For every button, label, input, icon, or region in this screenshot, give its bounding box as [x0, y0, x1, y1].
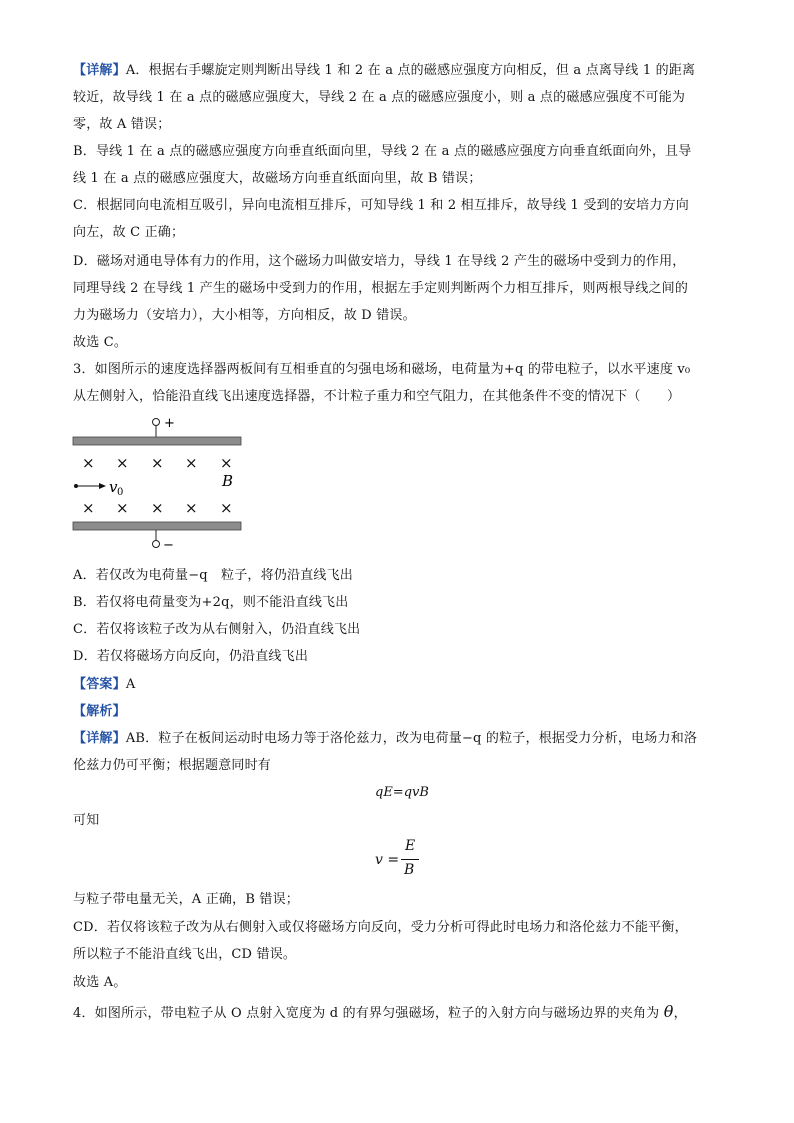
equation-denominator: B [404, 862, 415, 878]
detail-tag: 【详解】 [73, 731, 126, 746]
equation-lhs: v = [375, 852, 400, 868]
kezhi: 可知 [73, 813, 100, 828]
explain2-line-5: 线 1 在 a 点的磁感应强度大，故磁场方向垂直纸面向里，故 B 错误； [73, 171, 482, 186]
explain2-choose: 故选 C。 [73, 335, 128, 350]
q4-stem [73, 1003, 723, 1023]
q4-stem-end: ， [673, 1006, 687, 1021]
explain2-line-2: 较近，故导线 1 在 a 点的磁感应强度大，导线 2 在 a 点的磁感应强度小，则 a 点的磁感应强度不可能为 [73, 90, 686, 105]
detail-text: AB．粒子在板间运动时电场力等于洛伦兹力，改为电荷量−q 的粒子，根据受力分析，电场力和洛 [125, 731, 698, 746]
v0-subscript: 0 [117, 487, 124, 498]
analysis-line [73, 703, 723, 721]
q3-detail-1 [73, 730, 723, 748]
explain2-line-4: B．导线 1 在 a 点的磁感应强度方向垂直纸面向里，导线 2 在 a 点的磁感应强度方向垂直纸面向外，且导 [73, 144, 692, 159]
bottom-terminal [153, 541, 160, 548]
cross: × [220, 454, 233, 472]
cross: × [151, 499, 164, 517]
velocity-selector-diagram [70, 413, 245, 553]
q3-stem-1: 3．如图所示的速度选择器两板间有互相垂直的匀强电场和磁场，电荷量为+q 的带电粒子，以水平速度 v₀ [73, 362, 691, 377]
detail-tag: 【详解】 [73, 63, 126, 78]
cross: × [185, 454, 198, 472]
cross: × [220, 499, 233, 517]
top-plate [73, 437, 241, 445]
q3-detail-3: 与粒子带电量无关，A 正确，B 错误； [73, 892, 300, 907]
equation-v-e-over-b [375, 838, 435, 884]
explain2-text: A．根据右手螺旋定则判断出导线 1 和 2 在 a 点的磁感应强度方向相反，但 a 点离导线 1 的距离 [125, 63, 696, 78]
explain2-line-7: 向左，故 C 正确； [73, 225, 185, 240]
q3-detail-5: 所以粒子不能沿直线飞出，CD 错误。 [73, 947, 297, 962]
q3-stem-2: 从左侧射入，恰能沿直线飞出速度选择器，不计粒子重力和空气阻力，在其他条件不变的情况下（ ） [73, 389, 681, 404]
v0-label: v [109, 478, 118, 496]
top-terminal [153, 419, 160, 426]
explain2-line-9: 同理导线 2 在导线 1 产生的磁场中受到力的作用，根据左手定则判断两个力相互排斥，则两根导线之间的 [73, 281, 689, 296]
cross: × [82, 454, 95, 472]
cross: × [82, 499, 95, 517]
theta-symbol: θ [663, 1002, 674, 1021]
equation-qe-qvb: qE=qvB [375, 785, 429, 800]
b-label: B [222, 472, 234, 490]
cross: × [116, 499, 129, 517]
analysis-tag: 【解析】 [73, 704, 126, 719]
q3-choose: 故选 A。 [73, 975, 127, 990]
bottom-plate [73, 522, 241, 530]
minus-sign: − [163, 538, 174, 553]
answer-value: A [125, 677, 136, 692]
answer-line [73, 676, 723, 694]
explain2-line-1 [73, 62, 723, 80]
cross: × [116, 454, 129, 472]
option-d: D．若仅将磁场方向反向，仍沿直线飞出 [73, 649, 309, 664]
fraction-bar [401, 859, 419, 860]
option-a: A．若仅改为电荷量−q 粒子，将仍沿直线飞出 [73, 568, 354, 583]
arrow-head [99, 483, 106, 489]
plus-sign: + [164, 416, 175, 431]
answer-tag: 【答案】 [73, 677, 126, 692]
q3-detail-4: CD．若仅将该粒子改为从右侧射入或仅将磁场方向反向，受力分析可得此时电场力和洛伦兹力不能平衡， [73, 920, 688, 935]
explain2-line-3: 零，故 A 错误； [73, 117, 171, 132]
explain2-line-8: D．磁场对通电导体有力的作用，这个磁场力叫做安培力，导线 1 在导线 2 产生的磁场中受到力的作用， [73, 254, 686, 269]
equation-numerator: E [405, 838, 416, 854]
q3-detail-2: 伦兹力仍可平衡；根据题意同时有 [73, 758, 272, 773]
option-c: C．若仅将该粒子改为从右侧射入，仍沿直线飞出 [73, 622, 361, 637]
explain2-line-10: 力为磁场力（安培力），大小相等，方向相反，故 D 错误。 [73, 308, 416, 323]
q4-stem-text: 4．如图所示，带电粒子从 O 点射入宽度为 d 的有界匀强磁场，粒子的入射方向与磁场边界的夹角为 [73, 1006, 660, 1021]
explain2-line-6: C．根据同向电流相互吸引，异向电流相互排斥，可知导线 1 和 2 相互排斥，故导线 1 受到的安培力方向 [73, 198, 689, 213]
option-b: B．若仅将电荷量变为+2q，则不能沿直线飞出 [73, 595, 349, 610]
cross: × [185, 499, 198, 517]
cross: × [151, 454, 164, 472]
